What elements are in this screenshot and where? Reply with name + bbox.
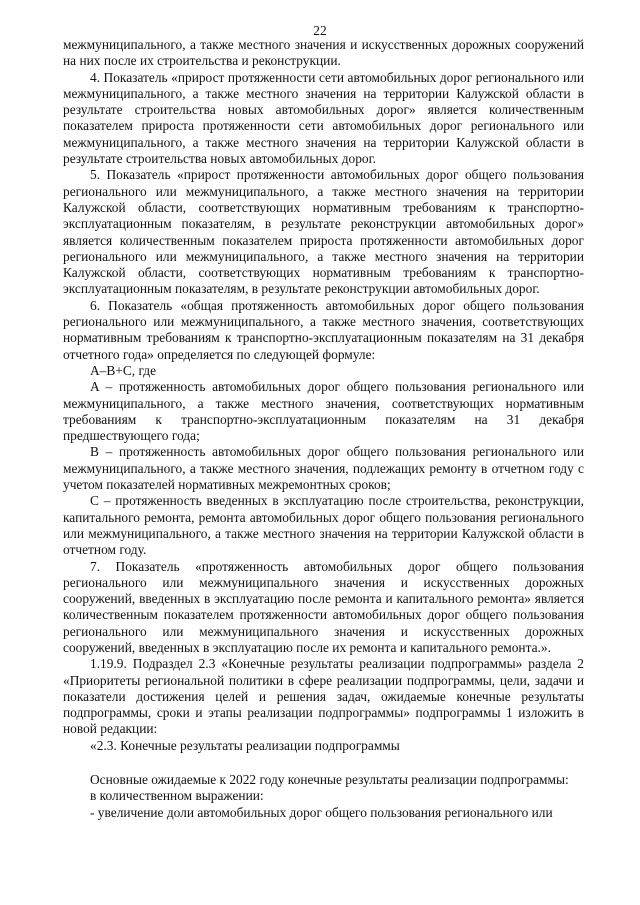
document-body: [63, 37, 584, 821]
definition-b: B – протяженность автомобильных дорог общего пользования регионального или межмуниципального, а также местного значения, подлежащих ремонту в отчетном году с учетом показателей нормативных межремонтных сроков;: [63, 444, 584, 493]
paragraph: межмуниципального, а также местного значения и искусственных дорожных сооружений на них после их строительства и реконструкции.: [63, 37, 584, 69]
paragraph: 4. Показатель «прирост протяженности сети автомобильных дорог регионального или межмуниципального, а также местного значения на территории Калужской области в результате строительства новых автомобильных дорог» является количественным показателем прироста протяженности сети автомобильных дорог регионального или межмуниципального, а также местного значения на территории Калужской области в результате строительства новых автомобильных дорог.: [63, 69, 584, 167]
page-number: 22: [313, 23, 327, 38]
definition-c: C – протяженность введенных в эксплуатацию после строительства, реконструкции, капитального ремонта, ремонта автомобильных дорог общего пользования регионального или межмуниципального, а также местного значения на территории Калужской области в отчетном году.: [63, 493, 584, 558]
formula: A–B+C, где: [90, 362, 157, 378]
section-heading: «2.3. Конечные результаты реализации подпрограммы: [90, 737, 400, 753]
definition-a: A – протяженность автомобильных дорог общего пользования регионального или межмуниципального, а также местного значения, соответствующих нормативным требованиям к транспортно-эксплуатационным показателям на 31 декабря предшествующего года;: [63, 379, 584, 444]
paragraph: 1.19.9. Подраздел 2.3 «Конечные результаты реализации подпрограммы» раздела 2 «Приоритеты региональной политики в сфере реализации подпрограммы, цели, задачи и показатели достижения целей и решения задач, ожидаемые конечные результаты подпрограммы, сроки и этапы реализации подпрограммы» подпрограммы 1 изложить в новой редакции:: [63, 656, 584, 737]
paragraph: 6. Показатель «общая протяженность автомобильных дорог общего пользования регионального или межмуниципального, а также местного значения, соответствующих нормативным требованиям к транспортно-эксплуатационным показателям на 31 декабря отчетного года» определяется по следующей формуле:: [63, 297, 584, 362]
paragraph: 5. Показатель «прирост протяженности автомобильных дорог общего пользования регионального или межмуниципального, а также местного значения на территории Калужской области, соответствующих нормативным требованиям к транспортно-эксплуатационным показателям, в результате реконструкции автомобильных дорог» является количественным показателем прироста протяженности автомобильных дорог регионального или межмуниципального, а также местного значения на территории Калужской области, соответствующих нормативным требованиям к транспортно-эксплуатационным показателям, в результате реконструкции автомобильных дорог.: [63, 167, 584, 297]
paragraph: в количественном выражении:: [90, 788, 264, 804]
list-item: - увеличение доли автомобильных дорог общего пользования регионального или: [90, 804, 553, 820]
paragraph: 7. Показатель «протяженность автомобильных дорог общего пользования регионального или межмуниципального значения и искусственных дорожных сооружений, введенных в эксплуатацию после ремонта и капитального ремонта» является количественным показателем протяженности автомобильных дорог общего пользования регионального или межмуниципального значения и искусственных дорожных сооружений, введенных в эксплуатацию после их ремонта и капитального ремонта.».: [63, 558, 584, 655]
paragraph: Основные ожидаемые к 2022 году конечные результаты реализации подпрограммы:: [90, 772, 569, 788]
